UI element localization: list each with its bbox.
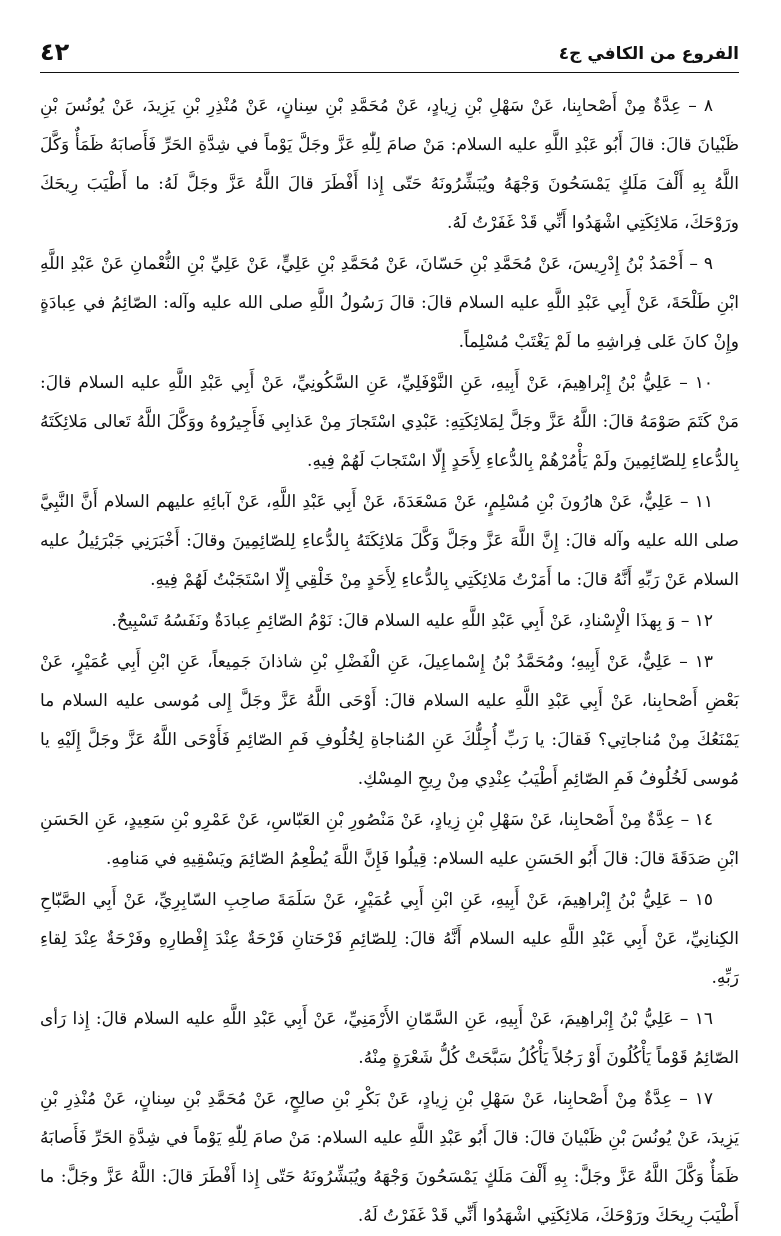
hadith-paragraph: ٩ – أَحْمَدُ بْنُ إِدْرِيسَ، عَنْ مُحَمَّدِ بْنِ حَسّانَ، عَنْ مُحَمَّدِ بْنِ عَلِيٍّ، عَنْ عَلِيِّ بْنِ النُّعْمانِ عَنْ عَبْدِ اللَّهِ ابْنِ طَلْحَةَ، عَنْ أَبِي عَبْدِ اللَّهِ عليه السلام قالَ: قالَ رَسُولُ اللَّهِ صلى الله عليه وآله: الصّائِمُ في عِبادَةٍ وإِنْ كانَ عَلى فِراشِهِ ما لَمْ يَغْتَبْ مُسْلِماً.: [40, 254, 739, 352]
hadith-paragraph: ١٠ – عَلِيُّ بْنُ إِبْراهِيمَ، عَنْ أَبِيهِ، عَنِ النَّوْفَلِيِّ، عَنِ السَّكُونِيِّ، عَنْ أَبِي عَبْدِ اللَّهِ عليه السلام قالَ: مَنْ كَتَمَ صَوْمَهُ قالَ: اللَّهُ عَزَّ وجَلَّ لِمَلائِكَتِهِ: عَبْدِي اسْتَجارَ مِنْ عَذابِي فَأَجِيرُوهُ ووَكَّلَ اللَّهُ تَعالى مَلائِكَتَهُ بِالدُّعاءِ لِلصّائِمِينَ ولَمْ يَأْمُرْهُمْ بِالدُّعاءِ لِأَحَدٍ إِلّا اسْتَجابَ لَهُمْ فِيهِ.: [40, 373, 739, 471]
page-header: [40, 38, 739, 73]
hadith-number: ٩: [703, 254, 713, 274]
hadith-paragraph: ١٤ – عِدَّةٌ مِنْ أَصْحابِنا، عَنْ سَهْلِ بْنِ زِيادٍ، عَنْ مَنْصُورِ بْنِ العَبّاسِ، عَنْ عَمْرِو بْنِ سَعِيدٍ، عَنِ الحَسَنِ ابْنِ صَدَقَةَ قالَ: قالَ أَبُو الحَسَنِ عليه السلام: قِيلُوا فَإِنَّ اللَّهَ يُطْعِمُ الصّائِمَ ويَسْقِيهِ في مَنامِهِ.: [40, 810, 739, 869]
hadith-number: ١٣: [694, 652, 713, 672]
hadith-text: عِدَّةٌ مِنْ أَصْحابِنا، عَنْ سَهْلِ بْنِ زِيادٍ، عَنْ بَكْرِ بْنِ صالِحٍ، عَنْ مُحَمَّدِ بْنِ سِنانٍ، عَنْ مُنْذِرِ بْنِ يَزِيدَ، عَنْ يُونُسَ بْنِ ظَبْيانَ قالَ: قالَ أَبُو عَبْدِ اللَّهِ عليه السلام: مَنْ صامَ لِلّٰهِ يَوْماً في شِدَّةِ الحَرِّ فَأَصابَهُ ظَمَأٌ وَكَّلَ اللَّهُ عَزَّ وجَلَّ: بِهِ أَلْفَ مَلَكٍ يَمْسَحُونَ وَجْهَهُ ويُبَشِّرُونَهُ حَتّى إِذا أَفْطَرَ قالَ: اللَّهُ عَزَّ وجَلَّ: ما أَطْيَبَ رِيحَكَ ورَوْحَكَ، مَلائِكَتِي اشْهَدُوا أَنِّي قَدْ غَفَرْتُ لَهُ.: [40, 1089, 739, 1226]
hadith-text: عَلِيٌّ، عَنْ هارُونَ بْنِ مُسْلِمٍ، عَنْ مَسْعَدَةَ، عَنْ أَبِي عَبْدِ اللَّهِ، عَنْ آبائِهِ عليهم السلام أَنَّ النَّبِيَّ صلى الله عليه وآله قالَ: إِنَّ اللَّهَ عَزَّ وجَلَّ وَكَّلَ مَلائِكَتَهُ بِالدُّعاءِ لِلصّائِمِينَ وقالَ: أَخْبَرَنِي جَبْرَئِيلُ عليه السلام عَنْ رَبِّهِ أَنَّهُ قالَ: ما أَمَرْتُ مَلائِكَتِي بِالدُّعاءِ لِأَحَدٍ مِنْ خَلْقِي إِلّا اسْتَجَبْتُ لَهُمْ فِيهِ.: [40, 492, 739, 590]
hadith-text: أَحْمَدُ بْنُ إِدْرِيسَ، عَنْ مُحَمَّدِ بْنِ حَسّانَ، عَنْ مُحَمَّدِ بْنِ عَلِيٍّ، عَنْ عَلِيِّ بْنِ النُّعْمانِ عَنْ عَبْدِ اللَّهِ ابْنِ طَلْحَةَ، عَنْ أَبِي عَبْدِ اللَّهِ عليه السلام قالَ: قالَ رَسُولُ اللَّهِ صلى الله عليه وآله: الصّائِمُ في عِبادَةٍ وإِنْ كانَ عَلى فِراشِهِ ما لَمْ يَغْتَبْ مُسْلِماً.: [40, 254, 739, 352]
hadith-text: عَلِيٌّ، عَنْ أَبِيهِ؛ ومُحَمَّدُ بْنُ إِسْماعِيلَ، عَنِ الْفَضْلِ بْنِ شاذانَ جَمِيعاً، عَنِ ابْنِ أَبِي عُمَيْرٍ، عَنْ بَعْضِ أَصْحابِنا، عَنْ أَبِي عَبْدِ اللَّهِ عليه السلام قالَ: أَوْحَى اللَّهُ عَزَّ وجَلَّ إِلى مُوسى عليه السلام ما يَمْنَعُكَ مِنْ مُناجاتِي؟ فَقالَ: يا رَبِّ أُجِلُّكَ عَنِ المُناجاةِ لِخُلُوفِ فَمِ الصّائِمِ فَأَوْحَى اللَّهُ عَزَّ وجَلَّ إِلَيْهِ يا مُوسى لَخُلُوفُ فَمِ الصّائِمِ أَطْيَبُ عِنْدِي مِنْ رِيحِ المِسْكِ.: [40, 652, 739, 789]
hadith-paragraph: ١٢ – وَ بِهذَا الْإِسْنادِ، عَنْ أَبِي عَبْدِ اللَّهِ عليه السلام قالَ: نَوْمُ الصّائِمِ عِبادَةٌ ونَفَسُهُ تَسْبِيحٌ.: [111, 611, 713, 631]
hadith-text: عَلِيُّ بْنُ إِبْراهِيمَ، عَنْ أَبِيهِ، عَنِ السَّمّانِ الأَرْمَنِيِّ، عَنْ أَبِي عَبْدِ اللَّهِ عليه السلام قالَ: إِذا رَأى الصّائِمُ قَوْماً يَأْكُلُونَ أَوْ رَجُلاً يَأْكُلُ سَبَّحَتْ كُلُّ شَعْرَةٍ مِنْهُ.: [40, 1009, 739, 1068]
hadith-paragraph: ٨ – عِدَّةٌ مِنْ أَصْحابِنا، عَنْ سَهْلِ بْنِ زِيادٍ، عَنْ مُحَمَّدِ بْنِ سِنانٍ، عَنْ مُنْذِرِ بْنِ يَزِيدَ، عَنْ يُونُسَ بْنِ ظَبْيانَ قالَ: قالَ أَبُو عَبْدِ اللَّهِ عليه السلام: مَنْ صامَ لِلّٰهِ عَزَّ وجَلَّ يَوْماً في شِدَّةِ الحَرِّ فَأَصابَهُ ظَمَأٌ وَكَّلَ اللَّهُ بِهِ أَلْفَ مَلَكٍ يَمْسَحُونَ وَجْهَهُ ويُبَشِّرُونَهُ حَتّى إِذا أَفْطَرَ قالَ اللَّهُ عَزَّ وجَلَّ لَهُ: ما أَطْيَبَ رِيحَكَ ورَوْحَكَ، مَلائِكَتِي اشْهَدُوا أَنِّي قَدْ غَفَرْتُ لَهُ.: [40, 96, 740, 233]
hadith-paragraph: ١١ – عَلِيٌّ، عَنْ هارُونَ بْنِ مُسْلِمٍ، عَنْ مَسْعَدَةَ، عَنْ أَبِي عَبْدِ اللَّهِ، عَنْ آبائِهِ عليهم السلام أَنَّ النَّبِيَّ صلى الله عليه وآله قالَ: إِنَّ اللَّهَ عَزَّ وجَلَّ وَكَّلَ مَلائِكَتَهُ بِالدُّعاءِ لِلصّائِمِينَ وقالَ: أَخْبَرَنِي جَبْرَئِيلُ عليه السلام عَنْ رَبِّهِ أَنَّهُ قالَ: ما أَمَرْتُ مَلائِكَتِي بِالدُّعاءِ لِأَحَدٍ مِنْ خَلْقِي إِلّا اسْتَجَبْتُ لَهُمْ فِيهِ.: [40, 492, 739, 590]
page-number: ٤٢: [40, 38, 70, 66]
hadith-paragraph: ١٧ – عِدَّةٌ مِنْ أَصْحابِنا، عَنْ سَهْلِ بْنِ زِيادٍ، عَنْ بَكْرِ بْنِ صالِحٍ، عَنْ مُحَمَّدِ بْنِ سِنانٍ، عَنْ مُنْذِرِ بْنِ يَزِيدَ، عَنْ يُونُسَ بْنِ ظَبْيانَ قالَ: قالَ أَبُو عَبْدِ اللَّهِ عليه السلام: مَنْ صامَ لِلّٰهِ يَوْماً في شِدَّةِ الحَرِّ فَأَصابَهُ ظَمَأٌ وَكَّلَ اللَّهُ عَزَّ وجَلَّ: بِهِ أَلْفَ مَلَكٍ يَمْسَحُونَ وَجْهَهُ ويُبَشِّرُونَهُ حَتّى إِذا أَفْطَرَ قالَ: اللَّهُ عَزَّ وجَلَّ: ما أَطْيَبَ رِيحَكَ ورَوْحَكَ، مَلائِكَتِي اشْهَدُوا أَنِّي قَدْ غَفَرْتُ لَهُ.: [40, 1089, 739, 1226]
page-body: [40, 87, 739, 1236]
hadith-text: عَلِيُّ بْنُ إِبْراهِيمَ، عَنْ أَبِيهِ، عَنِ النَّوْفَلِيِّ، عَنِ السَّكُونِيِّ، عَنْ أَبِي عَبْدِ اللَّهِ عليه السلام قالَ: مَنْ كَتَمَ صَوْمَهُ قالَ: اللَّهُ عَزَّ وجَلَّ لِمَلائِكَتِهِ: عَبْدِي اسْتَجارَ مِنْ عَذابِي فَأَجِيرُوهُ ووَكَّلَ اللَّهُ تَعالى مَلائِكَتَهُ بِالدُّعاءِ لِلصّائِمِينَ ولَمْ يَأْمُرْهُمْ بِالدُّعاءِ لِأَحَدٍ إِلّا اسْتَجابَ لَهُمْ فِيهِ.: [40, 373, 739, 471]
hadith-number: ٨: [703, 96, 713, 116]
hadith-text: عَلِيُّ بْنُ إِبْراهِيمَ، عَنْ أَبِيهِ، عَنِ ابْنِ أَبِي عُمَيْرٍ، عَنْ سَلَمَةَ صاحِبِ السّابِرِيِّ، عَنْ أَبِي الصَّبّاحِ الكِنانِيِّ، عَنْ أَبِي عَبْدِ اللَّهِ عليه السلام أَنَّهُ قالَ: لِلصّائِمِ فَرْحَتانِ فَرْحَةٌ عِنْدَ إِفْطارِهِ وفَرْحَةٌ عِنْدَ لِقاءِ رَبِّهِ.: [40, 890, 739, 988]
hadith-text: عِدَّةٌ مِنْ أَصْحابِنا، عَنْ سَهْلِ بْنِ زِيادٍ، عَنْ مُحَمَّدِ بْنِ سِنانٍ، عَنْ مُنْذِرِ بْنِ يَزِيدَ، عَنْ يُونُسَ بْنِ ظَبْيانَ قالَ: قالَ أَبُو عَبْدِ اللَّهِ عليه السلام: مَنْ صامَ لِلّٰهِ عَزَّ وجَلَّ يَوْماً في شِدَّةِ الحَرِّ فَأَصابَهُ ظَمَأٌ وَكَّلَ اللَّهُ بِهِ أَلْفَ مَلَكٍ يَمْسَحُونَ وَجْهَهُ ويُبَشِّرُونَهُ حَتّى إِذا أَفْطَرَ قالَ اللَّهُ عَزَّ وجَلَّ لَهُ: ما أَطْيَبَ رِيحَكَ ورَوْحَكَ، مَلائِكَتِي اشْهَدُوا أَنِّي قَدْ غَفَرْتُ لَهُ.: [40, 96, 740, 233]
hadith-paragraph: ١٦ – عَلِيُّ بْنُ إِبْراهِيمَ، عَنْ أَبِيهِ، عَنِ السَّمّانِ الأَرْمَنِيِّ، عَنْ أَبِي عَبْدِ اللَّهِ عليه السلام قالَ: إِذا رَأى الصّائِمُ قَوْماً يَأْكُلُونَ أَوْ رَجُلاً يَأْكُلُ سَبَّحَتْ كُلُّ شَعْرَةٍ مِنْهُ.: [40, 1009, 739, 1068]
hadith-number: ١٥: [694, 890, 713, 910]
hadith-text: وَ بِهذَا الْإِسْنادِ، عَنْ أَبِي عَبْدِ اللَّهِ عليه السلام قالَ: نَوْمُ الصّائِمِ عِبادَةٌ ونَفَسُهُ تَسْبِيحٌ.: [111, 611, 676, 631]
hadith-text: عِدَّةٌ مِنْ أَصْحابِنا، عَنْ سَهْلِ بْنِ زِيادٍ، عَنْ مَنْصُورِ بْنِ العَبّاسِ، عَنْ عَمْرِو بْنِ سَعِيدٍ، عَنِ الحَسَنِ ابْنِ صَدَقَةَ قالَ: قالَ أَبُو الحَسَنِ عليه السلام: قِيلُوا فَإِنَّ اللَّهَ يُطْعِمُ الصّائِمَ ويَسْقِيهِ في مَنامِهِ.: [40, 810, 739, 869]
book-title: الفروع من الكافي ج٤: [558, 44, 739, 64]
hadith-number: ١٠: [694, 373, 713, 393]
hadith-number: ١٢: [694, 611, 713, 631]
hadith-number: ١٧: [694, 1089, 713, 1109]
hadith-number: ١١: [694, 492, 713, 512]
hadith-paragraph: ١٥ – عَلِيُّ بْنُ إِبْراهِيمَ، عَنْ أَبِيهِ، عَنِ ابْنِ أَبِي عُمَيْرٍ، عَنْ سَلَمَةَ صاحِبِ السّابِرِيِّ، عَنْ أَبِي الصَّبّاحِ الكِنانِيِّ، عَنْ أَبِي عَبْدِ اللَّهِ عليه السلام أَنَّهُ قالَ: لِلصّائِمِ فَرْحَتانِ فَرْحَةٌ عِنْدَ إِفْطارِهِ وفَرْحَةٌ عِنْدَ لِقاءِ رَبِّهِ.: [40, 890, 739, 988]
hadith-paragraph: ١٣ – عَلِيٌّ، عَنْ أَبِيهِ؛ ومُحَمَّدُ بْنُ إِسْماعِيلَ، عَنِ الْفَضْلِ بْنِ شاذانَ جَمِيعاً، عَنِ ابْنِ أَبِي عُمَيْرٍ، عَنْ بَعْضِ أَصْحابِنا، عَنْ أَبِي عَبْدِ اللَّهِ عليه السلام قالَ: أَوْحَى اللَّهُ عَزَّ وجَلَّ إِلى مُوسى عليه السلام ما يَمْنَعُكَ مِنْ مُناجاتِي؟ فَقالَ: يا رَبِّ أُجِلُّكَ عَنِ المُناجاةِ لِخُلُوفِ فَمِ الصّائِمِ فَأَوْحَى اللَّهُ عَزَّ وجَلَّ إِلَيْهِ يا مُوسى لَخُلُوفُ فَمِ الصّائِمِ أَطْيَبُ عِنْدِي مِنْ رِيحِ المِسْكِ.: [40, 652, 739, 789]
hadith-number: ١٤: [694, 810, 713, 830]
hadith-number: ١٦: [694, 1009, 714, 1029]
